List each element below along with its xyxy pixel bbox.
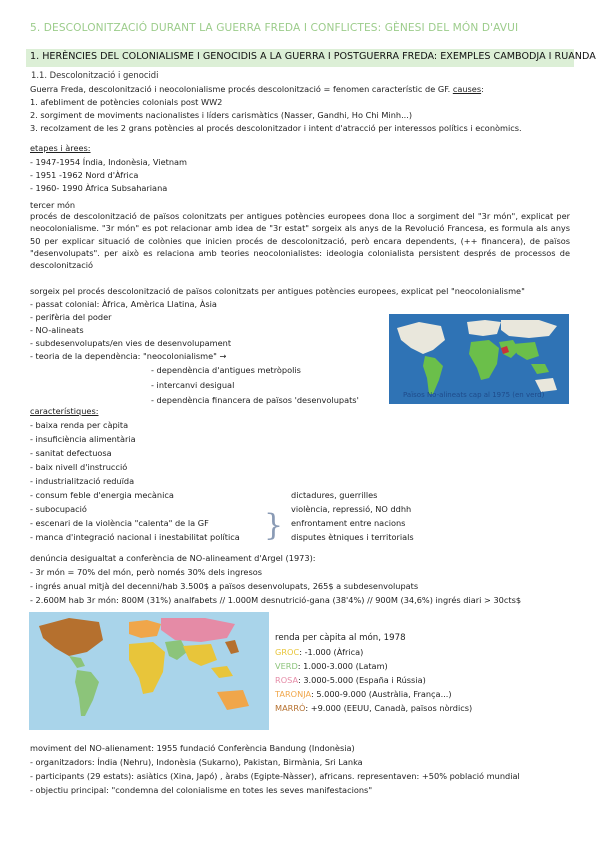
- legend-text: : 1.000-3.000 (Latam): [297, 661, 388, 671]
- consequence-item: disputes ètniques i territorials: [291, 532, 414, 542]
- cause-item: 2. sorgiment de moviments nacionalistes i líders carismàtics (Nasser, Gandhi, Ho Chi Minh...): [30, 110, 413, 120]
- tercer-mon-item: - teoria de la dependència: "neocolonialisme" →: [30, 351, 227, 361]
- legend-text: : +9.000 (EEUU, Canadà, països nòrdics): [305, 703, 473, 713]
- denuncia-item: - 3r món = 70% del món, però només 30% dels ingresos: [30, 567, 262, 577]
- section-heading: 1. HERÈNCIES DEL COLONIALISME I GENOCIDIS A LA GUERRA I POSTGUERRA FREDA: EXEMPLES CAMBODJA I RUANDA: [30, 51, 596, 62]
- etapa-item: - 1947-1954 Índia, Indonèsia, Vietnam: [30, 157, 188, 167]
- legend-text: : 3.000-5.000 (España i Rússia): [297, 675, 426, 685]
- etapes-heading: etapes i àrees:: [30, 143, 91, 153]
- subsection-heading: 1.1. Descolonització i genocidi: [31, 70, 159, 80]
- tercer-mon-item: - subdesenvolupats/en vies de desenvolupament: [30, 338, 232, 348]
- consequence-item: enfrontament entre nacions: [291, 518, 406, 528]
- right-brace-icon: }: [264, 508, 284, 543]
- consequence-item: dictadures, guerrilles: [291, 490, 378, 500]
- tercer-mon-item: - passat colonial: Àfrica, Amèrica Llatina, Àsia: [30, 299, 217, 309]
- dependencia-item: - intercanvi desigual: [151, 380, 235, 390]
- intro-line: [30, 84, 484, 95]
- consequence-item: violència, repressió, NO ddhh: [291, 504, 412, 514]
- cause-item: 1. afebliment de potències colonials post WW2: [30, 97, 223, 107]
- moviment-item: - objectiu principal: "condemna del colonialisme en totes les seves manifestacions": [30, 785, 373, 795]
- caracteristica-item: - industrialització reduïda: [30, 476, 135, 486]
- etapa-item: - 1960- 1990 Àfrica Subsahariana: [30, 183, 168, 193]
- denuncia-item: - ingrés anual mitjà del decenni/hab 3.500$ a països desenvolupats, 265$ a subdesenvolupats: [30, 581, 419, 591]
- caracteristica-item: - escenari de la violència "calenta" de la GF: [30, 518, 209, 528]
- causes-colon: :: [481, 84, 484, 94]
- moviment-item: - participants (29 estats): asiàtics (Xina, Japó) , àrabs (Egipte-Nàsser), africans. representaven: +50% població mundial: [30, 771, 520, 781]
- renda-item: [275, 675, 426, 686]
- legend-label-rosa: ROSA: [275, 675, 298, 685]
- caracteristica-item: - insuficiència alimentària: [30, 434, 136, 444]
- intro-lead: Guerra Freda, descolonització i neocolonialisme procés descolonització = fenomen característic de GF.: [30, 84, 453, 94]
- legend-text: : -1.000 (Àfrica): [299, 647, 364, 657]
- dependencia-item: - dependència financera de països 'desenvolupats': [151, 395, 359, 405]
- map-caption: Països No-alineats cap al 1975 (en verd): [403, 391, 545, 399]
- moviment-heading: moviment del NO-alienament: 1955 fundació Conferència Bandung (Indonèsia): [30, 743, 355, 753]
- causes-word: causes: [452, 84, 482, 94]
- renda-item: [275, 703, 472, 714]
- caracteristica-item: - baix nivell d'instrucció: [30, 462, 128, 472]
- income-per-capita-map: [29, 612, 269, 730]
- caracteristica-item: - sanitat defectuosa: [30, 448, 112, 458]
- renda-heading: renda per càpita al món, 1978: [275, 633, 406, 643]
- tercer-mon-item: - perifèria del poder: [30, 312, 112, 322]
- legend-label-taronja: TARONJA: [275, 689, 311, 699]
- tercer-mon-heading: tercer món: [30, 200, 76, 210]
- legend-label-marro: MARRÓ: [275, 703, 306, 713]
- tercer-mon-item: - NO-alineats: [30, 325, 84, 335]
- page-title: 5. DESCOLONITZACIÓ DURANT LA GUERRA FREDA I CONFLICTES: GÈNESI DEL MÓN D'AVUI: [30, 22, 519, 34]
- tercer-mon-paragraph: procés de descolonització de països colonitzats per antigues potències europees dona lloc a sorgiment del "3r món", explicat per neocolonialisme. "3r món" es pot relacionar amb idea de "3r estat" sorgeix als anys de la Revolució Francesa, es formula als anys 50 per explicar situació de colònies que inicien procés de descolonització, però encara dependents, (++ financera), de països "desenvolupats". per això es relaciona amb teories neocolonialistes: ideologia colonialista persistent després de processos de descolonització: [30, 211, 570, 271]
- legend-label-groc: GROC: [275, 647, 300, 657]
- moviment-item: - organitzadors: Índia (Nehru), Indonèsia (Sukarno), Pakistan, Birmània, Sri Lanka: [30, 757, 363, 767]
- renda-item: [275, 647, 363, 658]
- renda-item: [275, 689, 452, 700]
- caracteristica-item: - consum feble d'energia mecànica: [30, 490, 174, 500]
- sorgeix-line: sorgeix pel procés descolonització de països colonitzats per antigues potències europees, explicat pel "neocolonialisme": [30, 286, 525, 296]
- dependencia-item: - dependència d'antigues metròpolis: [151, 365, 301, 375]
- legend-label-verd: VERD: [275, 661, 298, 671]
- cause-item: 3. recolzament de les 2 grans potències al procés descolonitzador i intent d'atracció per interessos polítics i econòmics.: [30, 123, 522, 133]
- etapa-item: - 1951 -1962 Nord d'Àfrica: [30, 170, 139, 180]
- caracteristica-item: - baixa renda per càpita: [30, 420, 129, 430]
- denuncia-item: - 2.600M hab 3r món: 800M (31%) analfabets // 1.000M desnutrició-gana (38'4%) // 900M (34,6%) ingrés diari > 30cts$: [30, 595, 522, 605]
- caracteristica-item: - manca d'integració nacional i inestabilitat política: [30, 532, 240, 542]
- caracteristica-item: - subocupació: [30, 504, 87, 514]
- renda-item: [275, 661, 388, 672]
- legend-text: : 5.000-9.000 (Austràlia, França...): [310, 689, 452, 699]
- denuncia-heading: denúncia desigualtat a conferència de NO-alineament d'Argel (1973):: [30, 553, 316, 563]
- caracteristiques-heading: característiques:: [30, 406, 99, 416]
